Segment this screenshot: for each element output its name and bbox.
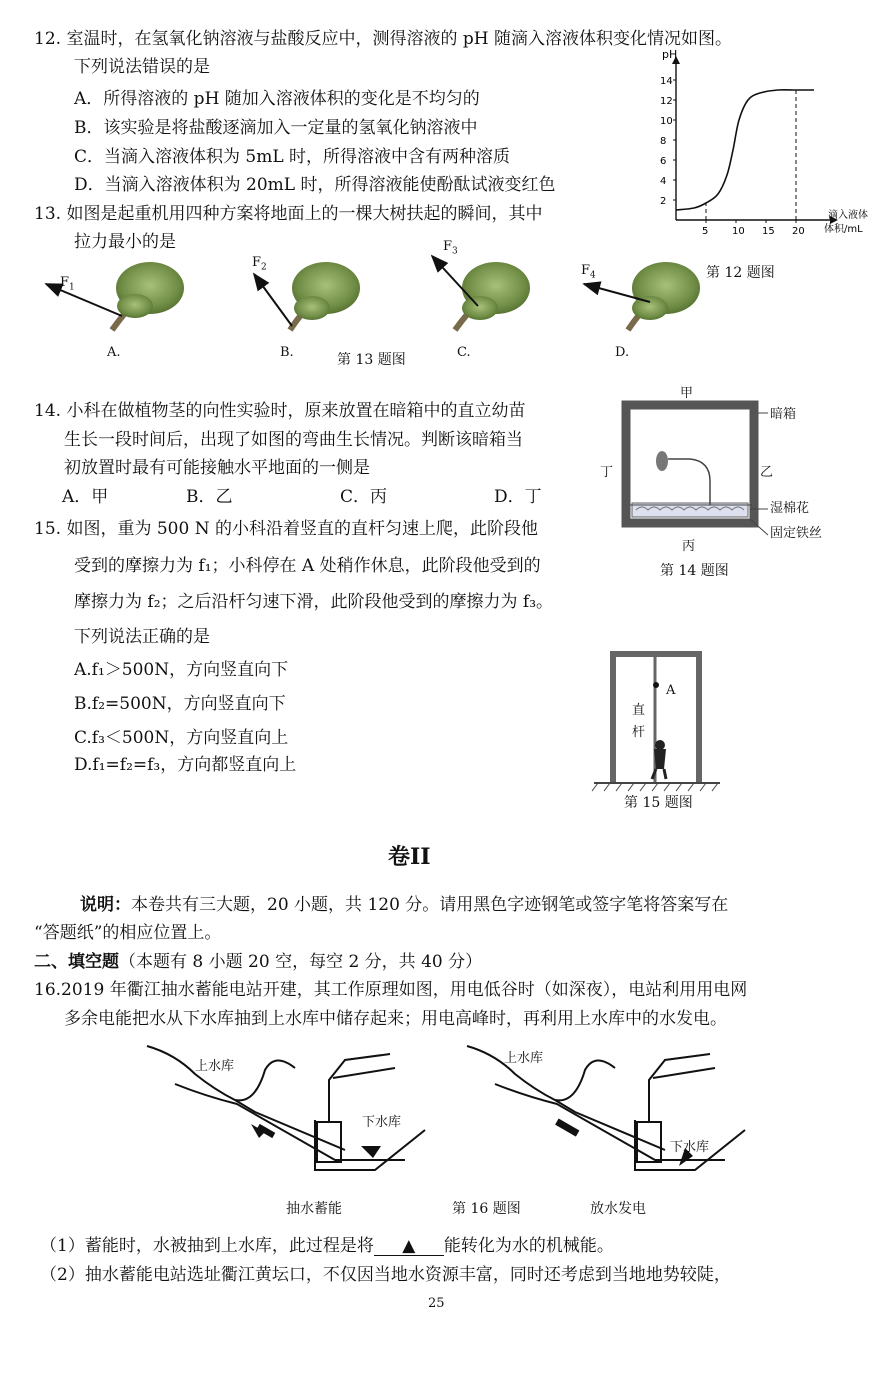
q16-stem-2: 多余电能把水从下水库抽到上水库中储存起来；用电高峰时，再利用上水库中的水发电。: [64, 1009, 727, 1029]
q13-caption: 第 13 题图: [337, 352, 406, 368]
y-axis-label: pH: [662, 48, 678, 61]
pumping-storage-figure: [147, 1046, 425, 1170]
y-tick-label: 6: [660, 156, 667, 167]
x-tick-label: 5: [702, 226, 709, 237]
q14-side-right: 乙: [760, 465, 774, 480]
q16-stem: 16.2019 年衢江抽水蓄能电站开建，其工作原理如图，用电低谷时（如深夜），电站利用用电网: [34, 980, 748, 1000]
y-tick-label: 12: [660, 96, 673, 107]
q12-option-c: C．当滴入溶液体积为 5mL 时，所得溶液中含有两种溶质: [74, 147, 511, 167]
force-label-f4: $F_4$: [581, 263, 596, 281]
x-tick-label: 20: [792, 226, 805, 237]
q15-caption: 第 15 题图: [624, 795, 693, 811]
q12-option-b: B．该实验是将盐酸逐滴加入一定量的氢氧化钠溶液中: [74, 118, 478, 138]
q14-label-wire: 固定铁丝: [770, 526, 823, 541]
ph-curve: [676, 90, 814, 210]
part2-title: 卷II: [388, 844, 431, 870]
q15-line-3: 摩擦力为 f₂；之后沿杆匀速下滑，此阶段他受到的摩擦力为 f₃。: [74, 592, 554, 612]
q13-label-a: A.: [107, 345, 121, 360]
q14-line-1: 14. 小科在做植物茎的向性实验时，原来放置在暗箱中的直立幼苗: [34, 401, 526, 421]
q14-side-bottom: 丙: [682, 539, 696, 554]
force-label-f2: $F_2$: [252, 255, 267, 273]
page-number: 25: [428, 1296, 445, 1311]
y-tick-label: 14: [660, 76, 673, 87]
q16-left-caption: 抽水蓄能: [286, 1201, 342, 1217]
q13-label-c: C.: [457, 345, 471, 360]
section-fill-in-title: 二、填空题（本题有 8 小题 20 空，每空 2 分，共 40 分）: [34, 952, 483, 972]
y-tick-label: 2: [660, 196, 667, 207]
q14-line-2: 生长一段时间后，出现了如图的弯曲生长情况。判断该暗箱当: [64, 430, 523, 450]
q16-left-lower-reservoir: 下水库: [362, 1115, 402, 1130]
q15-option-d: D.f₁=f₂=f₃，方向都竖直向上: [74, 755, 297, 775]
q15-pole-label-2: 杆: [632, 725, 646, 740]
q15-pole-label-1: 直: [632, 703, 646, 718]
q14-label-cotton: 湿棉花: [770, 501, 810, 516]
q16-sub2: （2）抽水蓄能电站选址衢江黄坛口，不仅因当地水资源丰富，同时还考虑到当地地势较陡，: [40, 1265, 731, 1285]
q13-stem-2: 拉力最小的是: [74, 232, 176, 252]
q15-line-1: 15. 如图，重为 500 N 的小科沿着竖直的直杆匀速上爬，此阶段他: [34, 519, 538, 539]
y-tick-label: 10: [660, 116, 673, 127]
q14-side-left: 丁: [600, 465, 614, 480]
q13-label-b: B.: [280, 345, 294, 360]
q12-stem: 12. 室温时，在氢氧化钠溶液与盐酸反应中，测得溶液的 pH 随滴入溶液体积变化情况如图。: [34, 29, 732, 49]
part2-note-2: “答题纸”的相应位置上。: [34, 923, 222, 943]
q16-right-caption: 放水发电: [590, 1201, 646, 1217]
q16-reservoir-figures: [145, 1040, 745, 1190]
q14-caption: 第 14 题图: [660, 563, 729, 579]
y-tick-label: 4: [660, 176, 667, 187]
q14-label-box: 暗箱: [770, 407, 797, 422]
q12-option-d: D．当滴入溶液体积为 20mL 时，所得溶液能使酚酞试液变红色: [74, 175, 556, 195]
q15-option-a: A.f₁＞500N，方向竖直向下: [74, 660, 289, 680]
q12-stem-2: 下列说法错误的是: [74, 57, 210, 77]
q14-option-c: C．丙: [340, 487, 388, 507]
q15-line-2: 受到的摩擦力为 f₁；小科停在 A 处稍作休息，此阶段他受到的: [74, 556, 541, 576]
q14-side-top: 甲: [680, 386, 694, 401]
tree-figure-d: [584, 262, 700, 330]
q14-option-b: B．乙: [186, 487, 233, 507]
y-tick-label: 8: [660, 136, 667, 147]
q12-ph-chart: [636, 48, 868, 260]
answer-blank[interactable]: ▲: [374, 1237, 444, 1256]
tree-figure-b: [254, 262, 360, 330]
q16-right-lower-reservoir: 下水库: [670, 1140, 710, 1155]
tree-figure-c: [432, 256, 530, 330]
q16-left-upper-reservoir: 上水库: [195, 1059, 235, 1074]
q14-option-a: A．甲: [62, 487, 109, 507]
q12-option-a: A．所得溶液的 pH 随加入溶液体积的变化是不均匀的: [74, 89, 480, 109]
q14-line-3: 初放置时最有可能接触水平地面的一侧是: [64, 458, 370, 478]
q16-caption: 第 16 题图: [452, 1201, 521, 1217]
q13-label-d: D.: [615, 345, 630, 360]
q16-sub1: （1）蓄能时，水被抽到上水库，此过程是将 ▲ 能转化为水的机械能。: [40, 1236, 614, 1256]
force-label-f1: $F_1$: [60, 275, 75, 293]
q15-option-b: B.f₂=500N，方向竖直向下: [74, 694, 286, 714]
x-tick-label: 10: [732, 226, 745, 237]
q15-point-a: A: [666, 683, 676, 698]
x-axis-label-line2: 体积/mL: [824, 224, 863, 235]
q15-pole-figure: [590, 645, 730, 795]
q14-dark-box-figure: [600, 385, 870, 585]
q14-option-d: D．丁: [494, 487, 542, 507]
q15-line-4: 下列说法正确的是: [74, 627, 210, 647]
part2-note: 说明：本卷共有三大题，20 小题，共 120 分。请用黑色字迹钢笔或签字笔将答案写在: [80, 895, 729, 915]
q15-option-c: C.f₃＜500N，方向竖直向上: [74, 728, 289, 748]
x-axis-label-line1: 滴入液体: [828, 210, 868, 221]
force-label-f3: $F_3$: [443, 239, 458, 257]
q16-right-upper-reservoir: 上水库: [504, 1051, 544, 1066]
x-tick-label: 15: [762, 226, 775, 237]
q13-stem: 13. 如图是起重机用四种方案将地面上的一棵大树扶起的瞬间，其中: [34, 204, 543, 224]
q12-caption: 第 12 题图: [706, 265, 775, 281]
